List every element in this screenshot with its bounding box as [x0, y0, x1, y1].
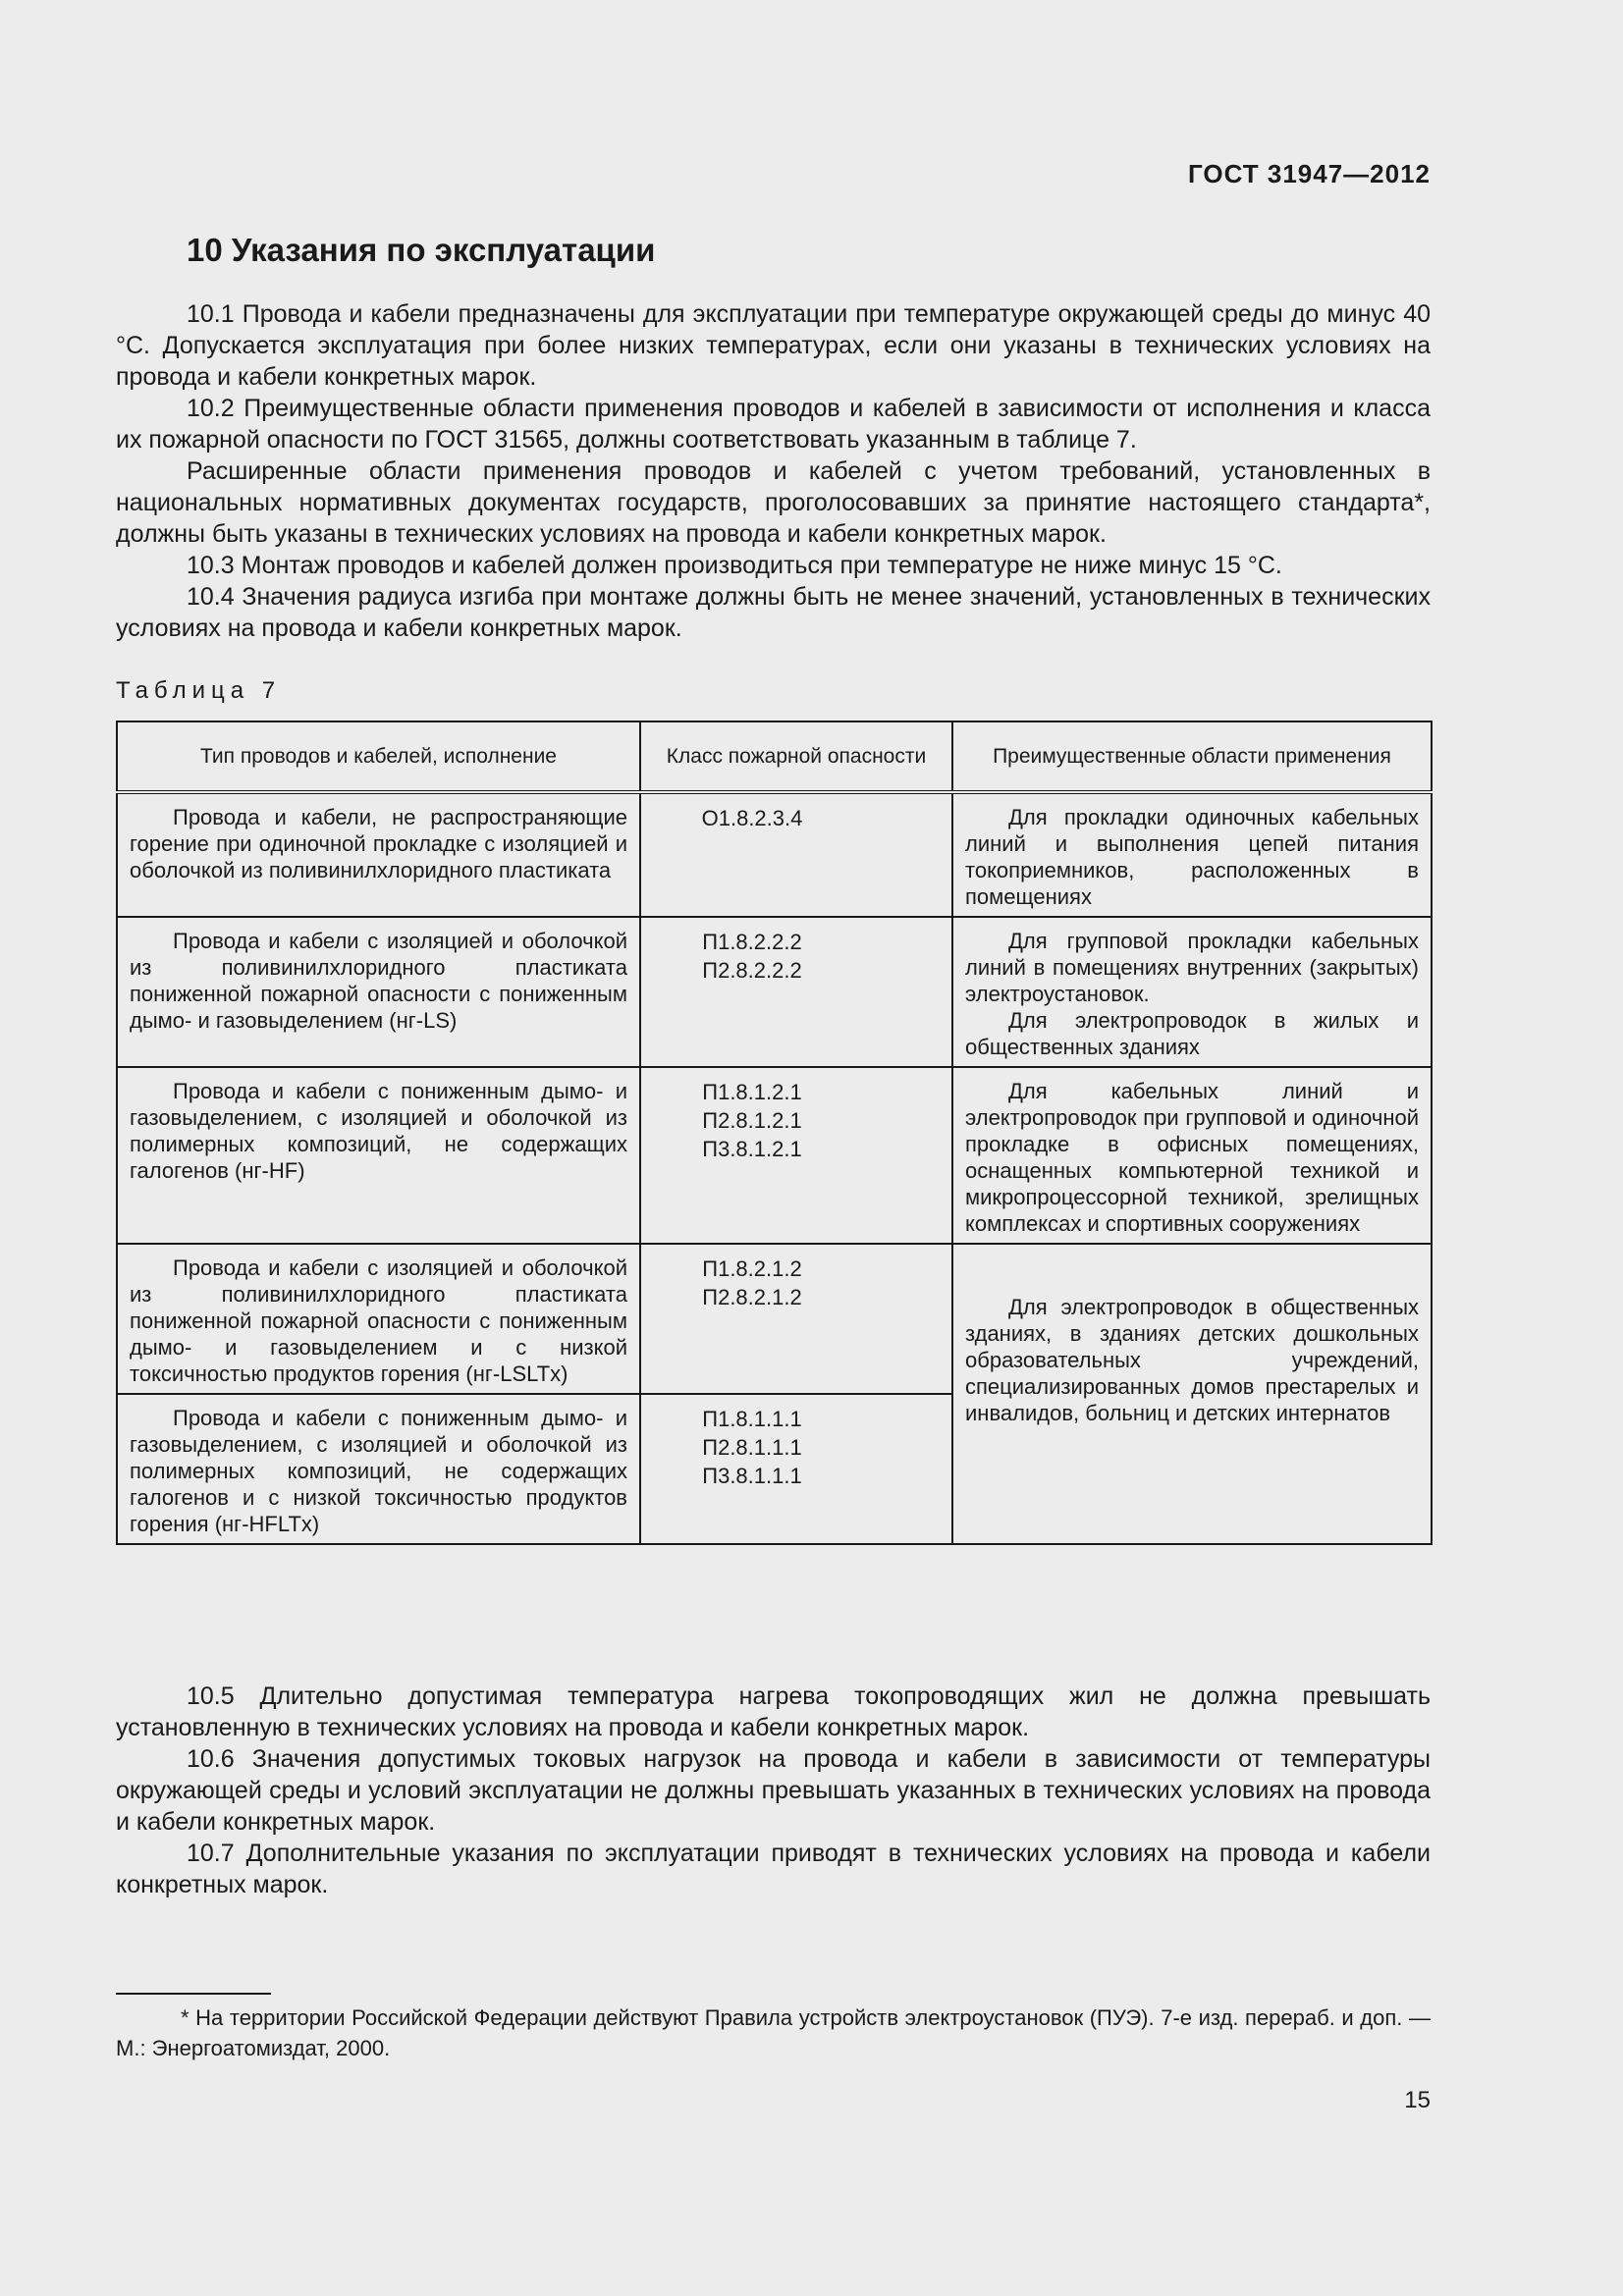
paragraph-10-6: 10.6 Значения допустимых токовых нагрузок на провода и кабели в зависимости от температуры окружающей среды и условий эксплуатации не должны превышать указанных в технических условиях на провода и кабели конкретных марок. [116, 1745, 1431, 1836]
fire-class-code: О1.8.2.3.4 [701, 806, 803, 830]
cable-type-cell [117, 792, 640, 917]
application-text: Для прокладки одиночных кабельных линий и выполнения цепей питания токоприемников, расположенных в помещениях [965, 805, 1419, 909]
cable-type-cell [117, 1067, 640, 1244]
fire-class-code: П1.8.2.1.2 [702, 1256, 802, 1281]
table-header-row [117, 721, 1432, 792]
body-text-bottom [116, 1681, 1431, 1900]
fire-class-code: П3.8.1.2.1 [702, 1137, 802, 1161]
application-text: Для электропроводок в жилых и общественных зданиях [965, 1008, 1419, 1059]
application-cell [952, 917, 1432, 1067]
fire-class-code: П2.8.2.1.2 [702, 1285, 802, 1309]
paragraph-10-3: 10.3 Монтаж проводов и кабелей должен производиться при температуре не ниже минус 15 °С. [187, 552, 1282, 579]
table-row [117, 917, 1432, 1067]
paragraph-10-5: 10.5 Длительно допустимая температура нагрева токопроводящих жил не должна превышать установленную в технических условиях на провода и кабели конкретных марок. [116, 1682, 1431, 1741]
fire-class-cell [640, 792, 952, 917]
paragraph-10-1: 10.1 Провода и кабели предназначены для эксплуатации при температуре окружающей среды до минус 40 °С. Допускается эксплуатация при более низких температурах, если они указаны в технических условиях на провода и кабели конкретных марок. [116, 300, 1431, 391]
cable-type-text: Провода и кабели, не распространяющие горение при одиночной прокладке с изоляцией и оболочкой из поливинилхлоридного пластиката [130, 805, 627, 882]
fire-class-code: П1.8.1.1.1 [702, 1407, 802, 1431]
paragraph-extended-areas: Расширенные области применения проводов и кабелей с учетом требований, установленных в национальных нормативных документах государств, проголосовавших за принятие настоящего стандарта*, должны быть указаны в технических условиях на провода и кабели конкретных марок. [116, 457, 1431, 548]
table-7 [116, 721, 1433, 1545]
body-text-top [116, 298, 1431, 644]
paragraph-10-2: 10.2 Преимущественные области применения проводов и кабелей в зависимости от исполнения и класса их пожарной опасности по ГОСТ 31565, должны соответствовать указанным в таблице 7. [116, 395, 1431, 454]
application-text: Для электропроводок в общественных зданиях, в зданиях детских дошкольных образовательных учреждений, специализированных домов престарелых и инвалидов, больниц и детских интернатов [965, 1294, 1419, 1425]
footnote [116, 2002, 1431, 2063]
cable-type-cell [117, 1244, 640, 1394]
cable-type-text: Провода и кабели с изоляцией и оболочкой из поливинилхлоридного пластиката пониженной пожарной опасности с пониженным дымо- и газовыделением (нг-LS) [130, 929, 627, 1033]
fire-class-cell [640, 917, 952, 1067]
fire-class-code: П3.8.1.1.1 [702, 1464, 802, 1488]
application-cell-merged [952, 1244, 1432, 1544]
header-application: Преимущественные области применения [952, 721, 1432, 792]
fire-class-code: П2.8.1.1.1 [702, 1435, 802, 1460]
cable-type-text: Провода и кабели с пониженным дымо- и газовыделением, с изоляцией и оболочкой из полимерных композиций, не содержащих галогенов (нг-HF) [130, 1079, 627, 1183]
paragraph-10-7: 10.7 Дополнительные указания по эксплуатации приводят в технических условиях на провода и кабели конкретных марок. [116, 1840, 1431, 1898]
table-row [117, 792, 1432, 917]
cable-type-cell [117, 1394, 640, 1544]
fire-class-cell [640, 1394, 952, 1544]
document-id: ГОСТ 31947—2012 [1188, 159, 1431, 188]
header-type: Тип проводов и кабелей, исполнение [117, 721, 640, 792]
cable-type-cell [117, 917, 640, 1067]
application-cell [952, 792, 1432, 917]
application-cell [952, 1067, 1432, 1244]
footnote-text: * На территории Российской Федерации действуют Правила устройств электроустановок (ПУЭ). 7-е изд. перераб. и доп. — М.: Энергоатомиздат, 2000. [116, 2005, 1431, 2060]
footnote-separator [116, 1993, 271, 1995]
page-number: 15 [1404, 2087, 1431, 2113]
paragraph-10-4: 10.4 Значения радиуса изгиба при монтаже должны быть не менее значений, установленных в технических условиях на провода и кабели конкретных марок. [116, 583, 1431, 642]
cable-type-text: Провода и кабели с изоляцией и оболочкой из поливинилхлоридного пластиката пониженной пожарной опасности с пониженным дымо- и газовыделением и с низкой токсичностью продуктов горения (нг-LSLTx) [130, 1255, 627, 1386]
application-text: Для кабельных линий и электропроводок при групповой и одиночной прокладке в офисных помещениях, оснащенных компьютерной техникой и микропроцессорной техникой, зрелищных комплексах и спортивных сооружениях [965, 1079, 1419, 1236]
cable-type-text: Провода и кабели с пониженным дымо- и газовыделением, с изоляцией и оболочкой из полимерных композиций, не содержащих галогенов и с низкой токсичностью продуктов горения (нг-HFLTx) [130, 1406, 627, 1536]
fire-class-code: П2.8.1.2.1 [702, 1108, 802, 1133]
fire-class-cell [640, 1067, 952, 1244]
table-row [117, 1067, 1432, 1244]
application-text: Для групповой прокладки кабельных линий в помещениях внутренних (закрытых) электроустановок. [965, 929, 1419, 1006]
fire-class-code: П1.8.1.2.1 [702, 1080, 802, 1104]
fire-class-code: П1.8.2.2.2 [702, 930, 802, 954]
fire-class-code: П2.8.2.2.2 [702, 958, 802, 983]
fire-class-cell [640, 1244, 952, 1394]
table-caption: Таблица 7 [116, 677, 282, 704]
section-title: 10 Указания по эксплуатации [187, 232, 656, 268]
table-row [117, 1244, 1432, 1394]
header-fire-class: Класс пожарной опасности [640, 721, 952, 792]
